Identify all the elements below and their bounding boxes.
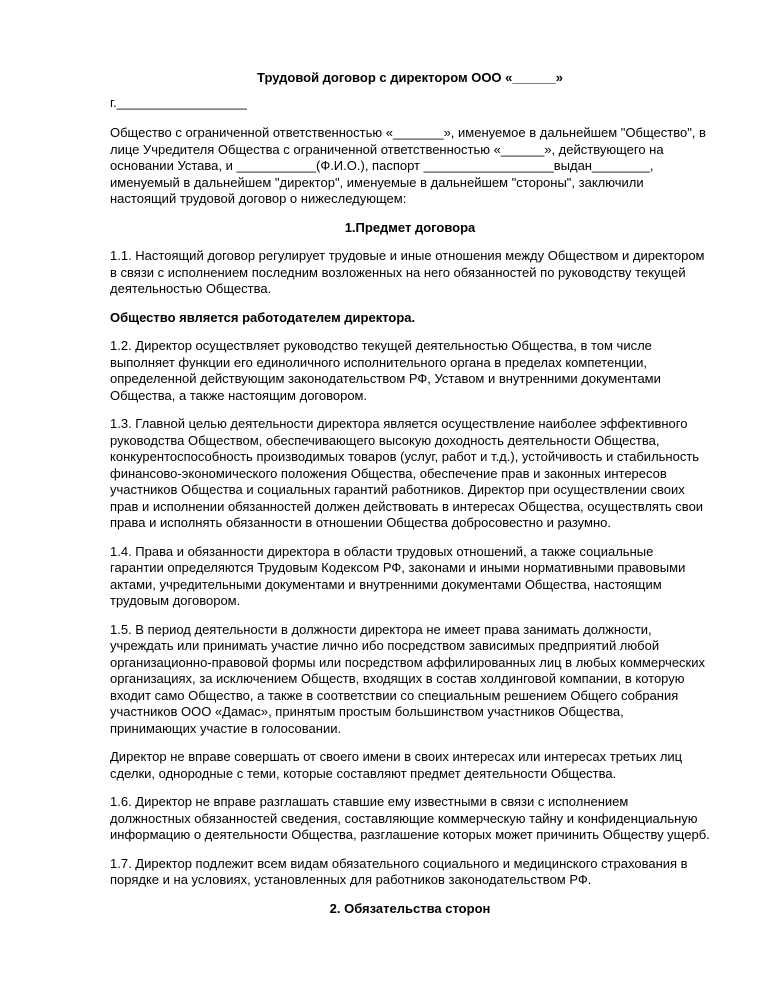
clause-1-2: 1.2. Директор осуществляет руководство текущей деятельностью Общества, в том числе выполняет функции его единоличного исполнительного органа в пределах компетенции, определенной действующим законодательством РФ, Уставом и внутренними документами Общества, а также настоящим договором. bbox=[110, 338, 661, 403]
document-title: Трудовой договор с директором ООО «______» bbox=[257, 70, 563, 85]
document-page bbox=[110, 60, 710, 929]
section-1-heading: 1.Предмет договора bbox=[344, 219, 476, 235]
city-line: г.__________________ bbox=[110, 94, 247, 110]
employer-statement: Общество является работодателем директора. bbox=[110, 309, 416, 325]
clause-1-7: 1.7. Директор подлежит всем видам обязательного социального и медицинского страхования в порядке и на условиях, установленных для работников законодательством РФ. bbox=[110, 855, 688, 887]
clause-1-6: 1.6. Директор не вправе разглашать ставшие ему известными в связи с исполнением должностных обязанностей сведения, составляющие коммерческую тайну и конфиденциальную информацию о деятельности Общества, разглашение которых может причинить Обществу ущерб. bbox=[110, 794, 710, 842]
clause-1-4: 1.4. Права и обязанности директора в области трудовых отношений, а также социальные гарантии определяются Трудовым Кодексом РФ, законами и иными нормативными правовыми актами, учредительными документами и внутренними документами Общества, настоящим трудовым договором. bbox=[110, 543, 686, 608]
section-2-heading: 2. Обязательства сторон bbox=[329, 900, 491, 916]
intro-paragraph: Общество с ограниченной ответственностью «_______», именуемое в дальнейшем "Общество", в лице Учредителя Общества с ограниченной ответственностью «______», действующего на основании Устава, и ___________(Ф.И.О.), паспорт __________________выдан________, именуемый в дальнейшем "директор", именуемые в дальнейшем "стороны", заключили настоящий трудовой договор о нижеследующем: bbox=[110, 125, 706, 206]
clause-1-1: 1.1. Настоящий договор регулирует трудовые и иные отношения между Обществом и директором в связи с исполнением последним возложенных на него обязанностей по руководству текущей деятельностью Общества. bbox=[110, 248, 705, 296]
clause-1-5-continued: Директор не вправе совершать от своего имени в своих интересах или интересах третьих лиц сделки, однородные с теми, которые составляют предмет деятельности Общества. bbox=[110, 749, 683, 781]
clause-1-3: 1.3. Главной целью деятельности директора является осуществление наиболее эффективного руководства Обществом, обеспечивающего высокую доходность деятельности Общества, конкурентоспособность производимых товаров (услуг, работ и т.д.), устойчивость и стабильность финансово-экономического положения Общества, обеспечение прав и законных интересов участников Общества и социальных гарантий работников. Директор при осуществлении своих прав и исполнении обязанностей должен действовать в интересах Общества, осуществлять свои права и исполнять обязанности в отношении Общества добросовестно и разумно. bbox=[110, 416, 704, 530]
clause-1-5: 1.5. В период деятельности в должности директора не имеет права занимать должности, учреждать или принимать участие лично ибо посредством зависимых предприятий любой организационно-правовой формы или посредством аффилированных лиц в любых коммерческих организациях, за исключением Обществ, входящих в состав холдинговой компании, в которую входит само Общество, а также в соответствии со специальным решением Общего собрания участников ООО «Дамас», принятым простым большинством участников Общества, принимающих участие в голосовании. bbox=[110, 621, 705, 736]
